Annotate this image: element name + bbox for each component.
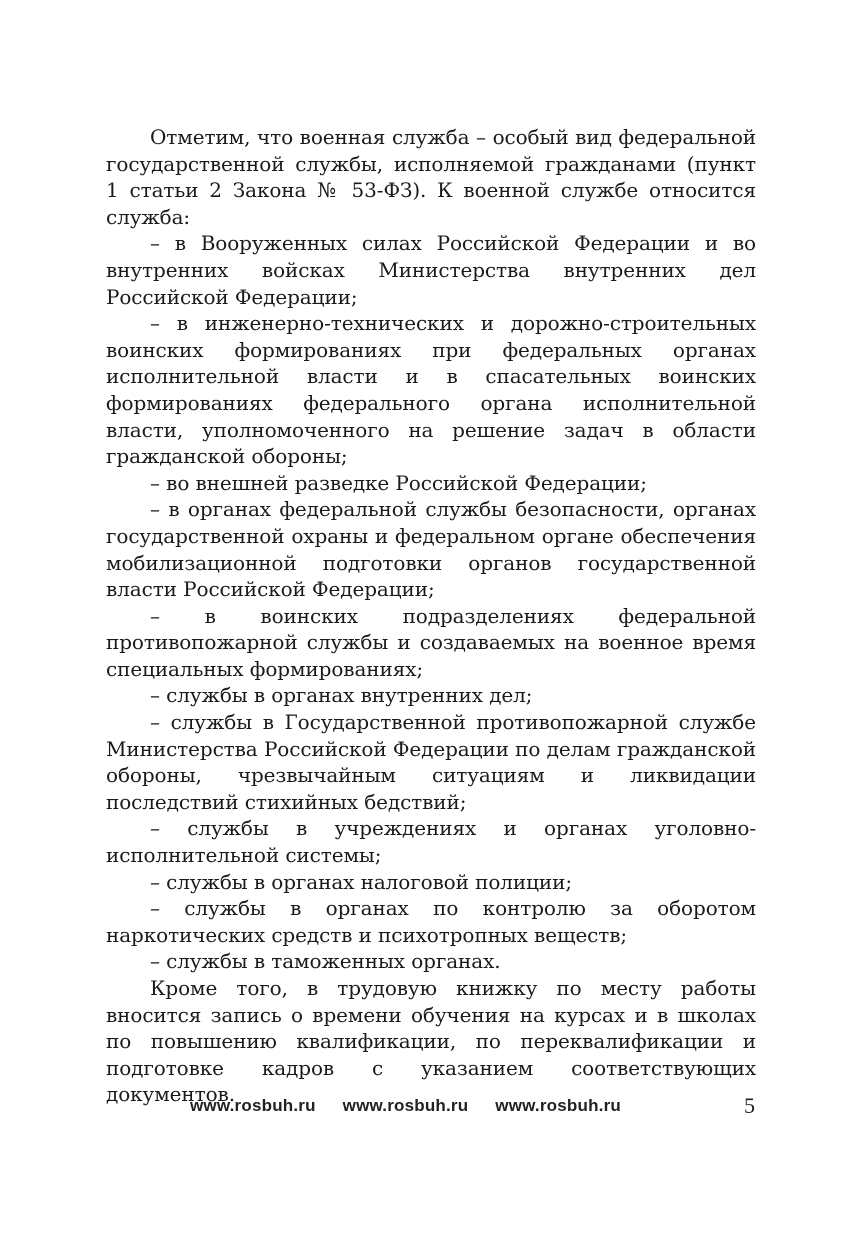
page-number: 5 [744, 1093, 755, 1118]
footer-link[interactable]: www.rosbuh.ru [190, 1096, 316, 1115]
paragraph-intro: Отметим, что военная служба – особый вид федеральной государственной службы, исполняемой гражданами (пункт 1 статьи 2 Закона № 53-ФЗ). К военной службе относится служба: [106, 125, 756, 229]
list-item: – службы в учреждениях и органах уголовно-исполнительной системы; [106, 816, 756, 868]
list-item: – службы в органах по контролю за оборотом наркотических средств и психотропных веществ; [106, 896, 756, 947]
list-item: – во внешней разведке Российской Федерации; [150, 470, 647, 495]
page-footer [0, 1093, 857, 1120]
list-item: – в органах федеральной службы безопасности, органах государственной охраны и федеральном органе обеспечения мобилизационной подготовки органов государственной власти Российской Федерации; [106, 497, 756, 602]
footer-links [190, 1096, 643, 1116]
footer-link[interactable]: www.rosbuh.ru [342, 1096, 469, 1115]
paragraph-closing: Кроме того, в трудовую книжку по месту работы вносится запись о времени обучения на курсах и в школах по повышению квалификации, по переквалификации и подготовке кадров с указанием соответствующих документов. [106, 976, 756, 1107]
list-item: – службы в органах внутренних дел; [150, 683, 533, 708]
page-body [106, 124, 756, 1108]
list-item: – в воинских подразделениях федеральной противопожарной службы и создаваемых на военное время специальных формированиях; [106, 603, 756, 681]
list-item: – в Вооруженных силах Российской Федерации и во внутренних войсках Министерства внутренних дел Российской Федерации; [106, 231, 756, 309]
footer-link[interactable]: www.rosbuh.ru [495, 1096, 621, 1115]
list-item: – в инженерно-технических и дорожно-строительных воинских формированиях при федеральных органах исполнительной власти и в спасательных воинских формированиях федерального органа исполнительной власти, уполномоченного на решение задач в области гражданской обороны; [106, 311, 756, 469]
list-item: – службы в таможенных органах. [150, 949, 501, 974]
list-item: – службы в Государственной противопожарной службе Министерства Российской Федерации по делам гражданской обороны, чрезвычайным ситуациям и ликвидации последствий стихийных бедствий; [106, 710, 756, 814]
list-item: – службы в органах налоговой полиции; [150, 869, 572, 894]
